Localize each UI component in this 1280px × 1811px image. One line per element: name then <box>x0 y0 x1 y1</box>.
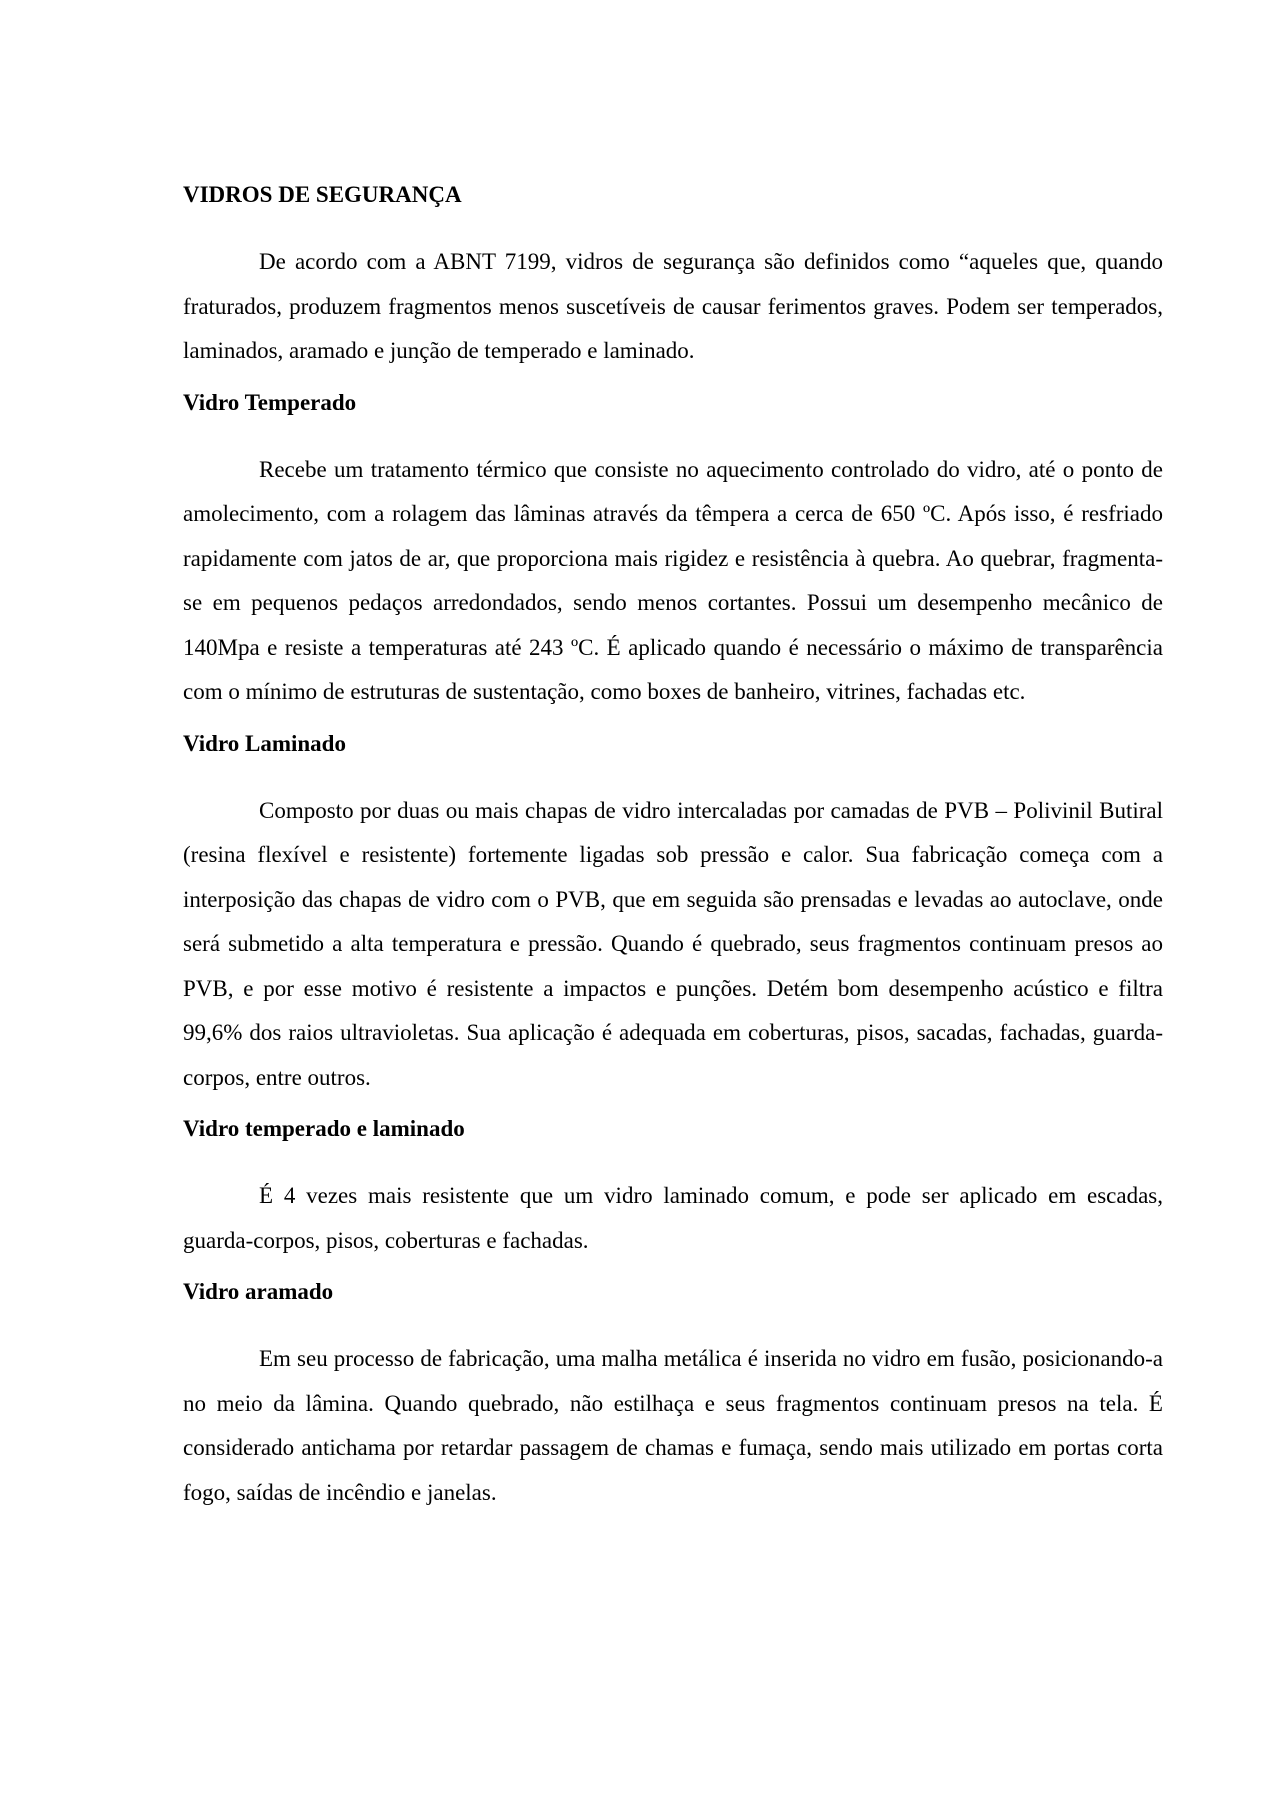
document-page <box>183 180 1163 1529</box>
section-body-vidro-temperado-e-laminado: É 4 vezes mais resistente que um vidro laminado comum, e pode ser aplicado em escadas, guarda-corpos, pisos, coberturas e fachadas. <box>183 1183 1163 1253</box>
intro-paragraph: De acordo com a ABNT 7199, vidros de segurança são definidos como “aqueles que, quando fraturados, produzem fragmentos menos suscetíveis de causar ferimentos graves. Podem ser temperados, laminados, aramado e junção de temperado e laminado. <box>183 249 1163 363</box>
section-body-vidro-laminado: Composto por duas ou mais chapas de vidro intercaladas por camadas de PVB – Polivinil Butiral (resina flexível e resistente) fortemente ligadas sob pressão e calor. Sua fabricação começa com a interposição das chapas de vidro com o PVB, que em seguida são prensadas e levadas ao autoclave, onde será submetido a alta temperatura e pressão. Quando é quebrado, seus fragmentos continuam presos ao PVB, e por esse motivo é resistente a impactos e punções. Detém bom desempenho acústico e filtra 99,6% dos raios ultravioletas. Sua aplicação é adequada em coberturas, pisos, sacadas, fachadas, guarda-corpos, entre outros. <box>183 797 1163 1090</box>
section-heading-vidro-temperado-e-laminado: Vidro temperado e laminado <box>183 1116 465 1141</box>
section-body-vidro-aramado: Em seu processo de fabricação, uma malha metálica é inserida no vidro em fusão, posicionando-a no meio da lâmina. Quando quebrado, não estilhaça e seus fragmentos continuam presos na tela. É considerado antichama por retardar passagem de chamas e fumaça, sendo mais utilizado em portas corta fogo, saídas de incêndio e janelas. <box>183 1346 1163 1505</box>
section-body-vidro-temperado: Recebe um tratamento térmico que consiste no aquecimento controlado do vidro, até o ponto de amolecimento, com a rolagem das lâminas através da têmpera a cerca de 650 ºC. Após isso, é resfriado rapidamente com jatos de ar, que proporciona mais rigidez e resistência à quebra. Ao quebrar, fragmenta-se em pequenos pedaços arredondados, sendo menos cortantes. Possui um desempenho mecânico de 140Mpa e resiste a temperaturas até 243 ºC. É aplicado quando é necessário o máximo de transparência com o mínimo de estruturas de sustentação, como boxes de banheiro, vitrines, fachadas etc. <box>183 456 1163 704</box>
section-heading-vidro-temperado: Vidro Temperado <box>183 389 357 415</box>
document-title: VIDROS DE SEGURANÇA <box>183 182 462 207</box>
section-heading-vidro-laminado: Vidro Laminado <box>183 730 346 756</box>
section-heading-vidro-aramado: Vidro aramado <box>183 1279 334 1304</box>
